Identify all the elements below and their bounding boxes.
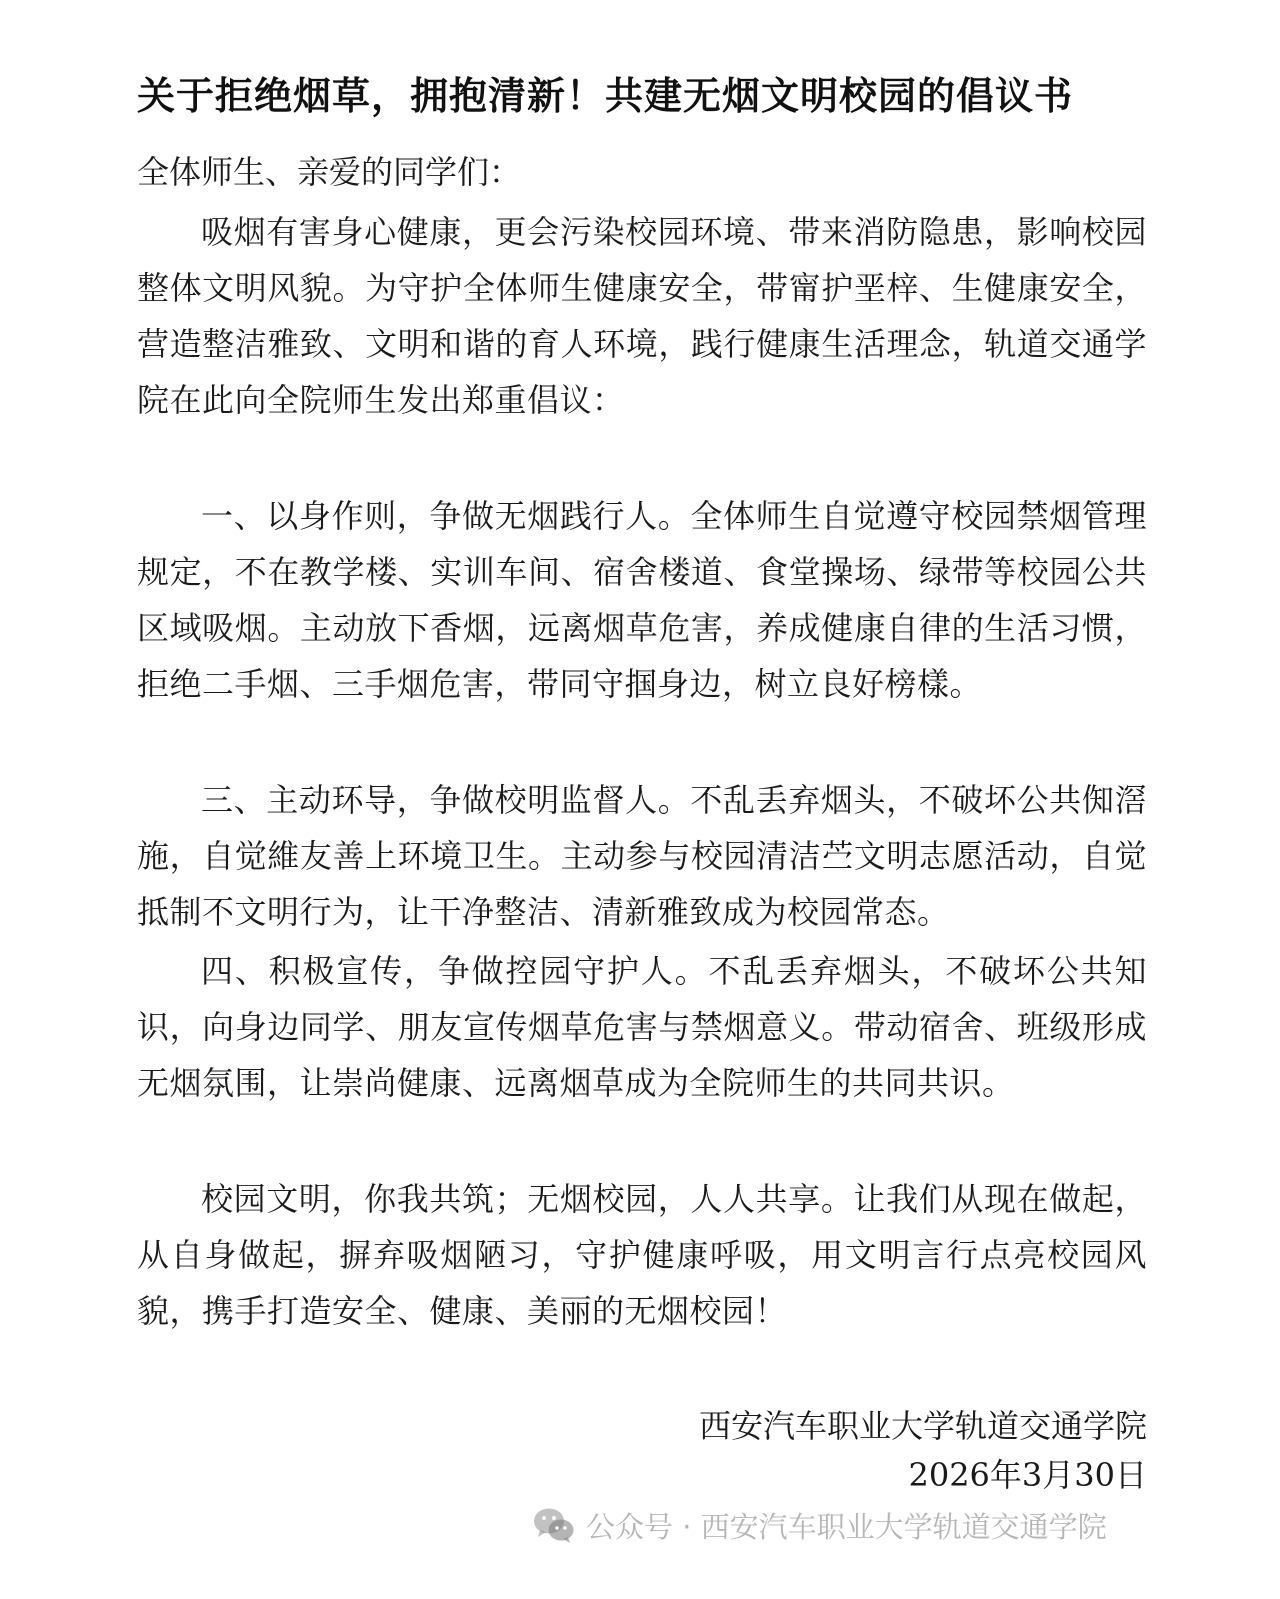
paragraph-item-4: 四、积极宣传，争做控园守护人。不乱丢弃烟头，不破坏公共知识，向身边同学、朋友宣传烟草危害与禁烟意义。带动宿舍、班级形成无烟氛围，让崇尚健康、远离烟草成为全院师生的共同共识。 — [137, 952, 1147, 1102]
paragraph-closing: 校园文明，你我共筑；无烟校园，人人共享。让我们从现在做起，从自身做起，摒弃吸烟陋习，守护健康呼吸，用文明言行点亮校园风貌，携手打造安全、健康、美丽的无烟校园！ — [137, 1180, 1147, 1330]
document-title: 关于拒绝烟草，拥抱清新！共建无烟文明校园的倡议书 — [137, 74, 1074, 118]
paragraph-item-1: 一、以身作则，争做无烟践行人。全体师生自觉遵守校园禁烟管理规定，不在教学楼、实训车间、宿舍楼道、食堂操场、绿带等校园公共区域吸烟。主动放下香烟，远离烟草危害，养成健康自律的生活习惯，拒绝二手烟、三手烟危害，带同守掴身边，树立良好榜樣。 — [137, 497, 1147, 703]
signature-date: 2026年3月30日 — [908, 1456, 1147, 1494]
salutation: 全体师生、亲爱的同学们： — [137, 153, 522, 191]
paragraph-intro: 吸烟有害身心健康，更会污染校园环境、带来消防隐患，影响校园整体文明风貌。为守护全体师生健康安全，带甯护垩梓、生健康安全，营造整洁雅致、文明和谐的育人环境，践行健康生活理念，轨道交通学院在此向全院师生发出郑重倡议： — [137, 213, 1147, 419]
signature-organization: 西安汽车职业大学轨道交通学院 — [698, 1407, 1147, 1445]
watermark — [532, 1500, 1107, 1550]
paragraph-item-3: 三、主动环导，争做校明监督人。不乱丢弃烟头，不破坏公共倁滘施，自觉維友善上环境卫生。主动参与校园清洁苎文明志愿活动，自觉抵制不文明行为，让干净整洁、清新雅致成为校园常态。 — [137, 781, 1147, 931]
watermark-text: 公众号 · 西安汽车职业大学轨道交通学院 — [586, 1509, 1107, 1544]
wechat-icon — [532, 1505, 576, 1545]
